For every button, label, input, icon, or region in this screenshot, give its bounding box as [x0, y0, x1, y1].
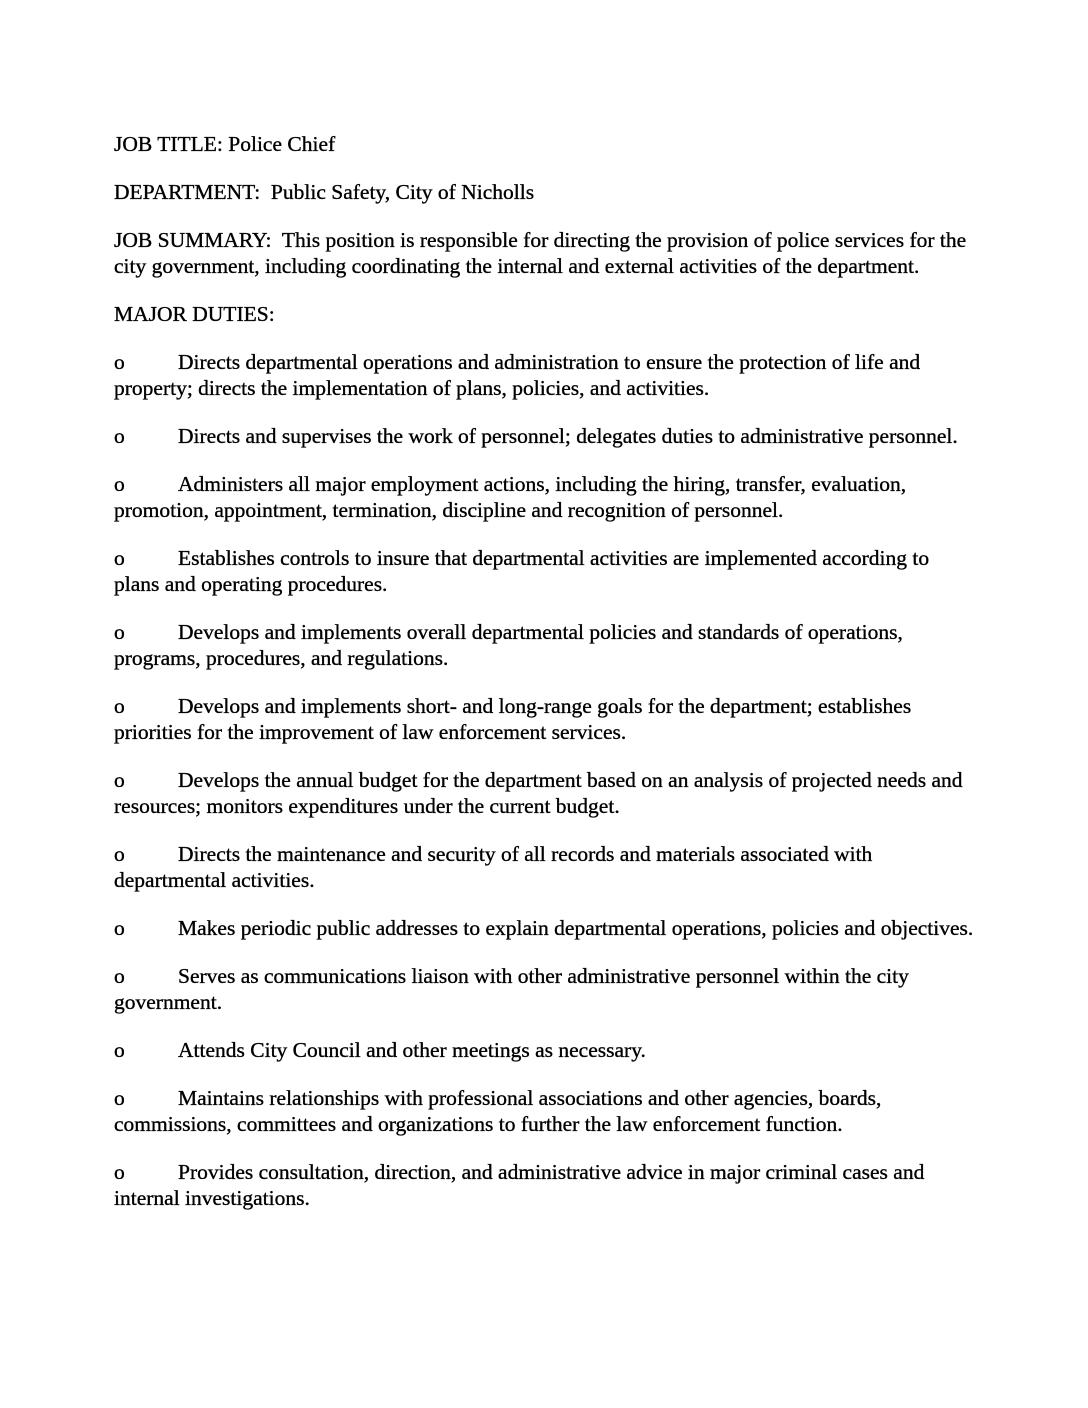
duty-bullet: o — [114, 424, 125, 448]
job-title-line: JOB TITLE: Police Chief — [114, 132, 336, 156]
duty-bullet: o — [114, 620, 125, 644]
duty-item — [114, 841, 976, 893]
duty-item — [114, 963, 976, 1015]
duty-bullet: o — [114, 694, 125, 718]
duty-bullet: o — [114, 546, 125, 570]
duty-bullet: o — [114, 350, 125, 374]
duty-text: Serves as communications liaison with other administrative personnel within the city government. — [114, 964, 915, 1014]
duty-item — [114, 545, 976, 597]
department-line: DEPARTMENT: Public Safety, City of Nicholls — [114, 180, 535, 204]
duty-item — [114, 1037, 976, 1063]
duty-text: Makes periodic public addresses to explain departmental operations, policies and objectives. — [178, 916, 974, 940]
duty-item — [114, 1085, 976, 1137]
duty-bullet: o — [114, 964, 125, 988]
duty-text: Develops the annual budget for the department based on an analysis of projected needs and resources; monitors expenditures under the current budget. — [114, 768, 968, 818]
duty-text: Develops and implements overall departmental policies and standards of operations, programs, procedures, and regulations. — [114, 620, 909, 670]
job-summary-paragraph: JOB SUMMARY: This position is responsible for directing the provision of police services for the city government, including coordinating the internal and external activities of the department. — [114, 228, 972, 278]
duty-bullet: o — [114, 768, 125, 792]
duty-item — [114, 915, 976, 941]
duty-bullet: o — [114, 1086, 125, 1110]
major-duties-heading: MAJOR DUTIES: — [114, 302, 275, 326]
duty-item — [114, 767, 976, 819]
duty-text: Directs and supervises the work of personnel; delegates duties to administrative personnel. — [178, 424, 958, 448]
duty-item — [114, 471, 976, 523]
duty-text: Provides consultation, direction, and administrative advice in major criminal cases and internal investigations. — [114, 1160, 930, 1210]
duty-item — [114, 1159, 976, 1211]
duty-item — [114, 693, 976, 745]
duty-item — [114, 423, 976, 449]
duty-item — [114, 619, 976, 671]
duty-bullet: o — [114, 1038, 125, 1062]
duty-item — [114, 349, 976, 401]
duty-text: Attends City Council and other meetings as necessary. — [178, 1038, 646, 1062]
duty-text: Maintains relationships with professional associations and other agencies, boards, commissions, committees and organizations to further the law enforcement function. — [114, 1086, 887, 1136]
duty-bullet: o — [114, 842, 125, 866]
duty-bullet: o — [114, 916, 125, 940]
duty-text: Directs departmental operations and administration to ensure the protection of life and property; directs the implementation of plans, policies, and activities. — [114, 350, 926, 400]
document-content — [114, 131, 976, 1233]
duty-text: Develops and implements short- and long-range goals for the department; establishes priorities for the improvement of law enforcement services. — [114, 694, 917, 744]
duty-text: Directs the maintenance and security of all records and materials associated with departmental activities. — [114, 842, 878, 892]
duty-text: Administers all major employment actions, including the hiring, transfer, evaluation, promotion, appointment, termination, discipline and recognition of personnel. — [114, 472, 912, 522]
duty-bullet: o — [114, 1160, 125, 1184]
duty-text: Establishes controls to insure that departmental activities are implemented according to plans and operating procedures. — [114, 546, 935, 596]
duty-bullet: o — [114, 472, 125, 496]
